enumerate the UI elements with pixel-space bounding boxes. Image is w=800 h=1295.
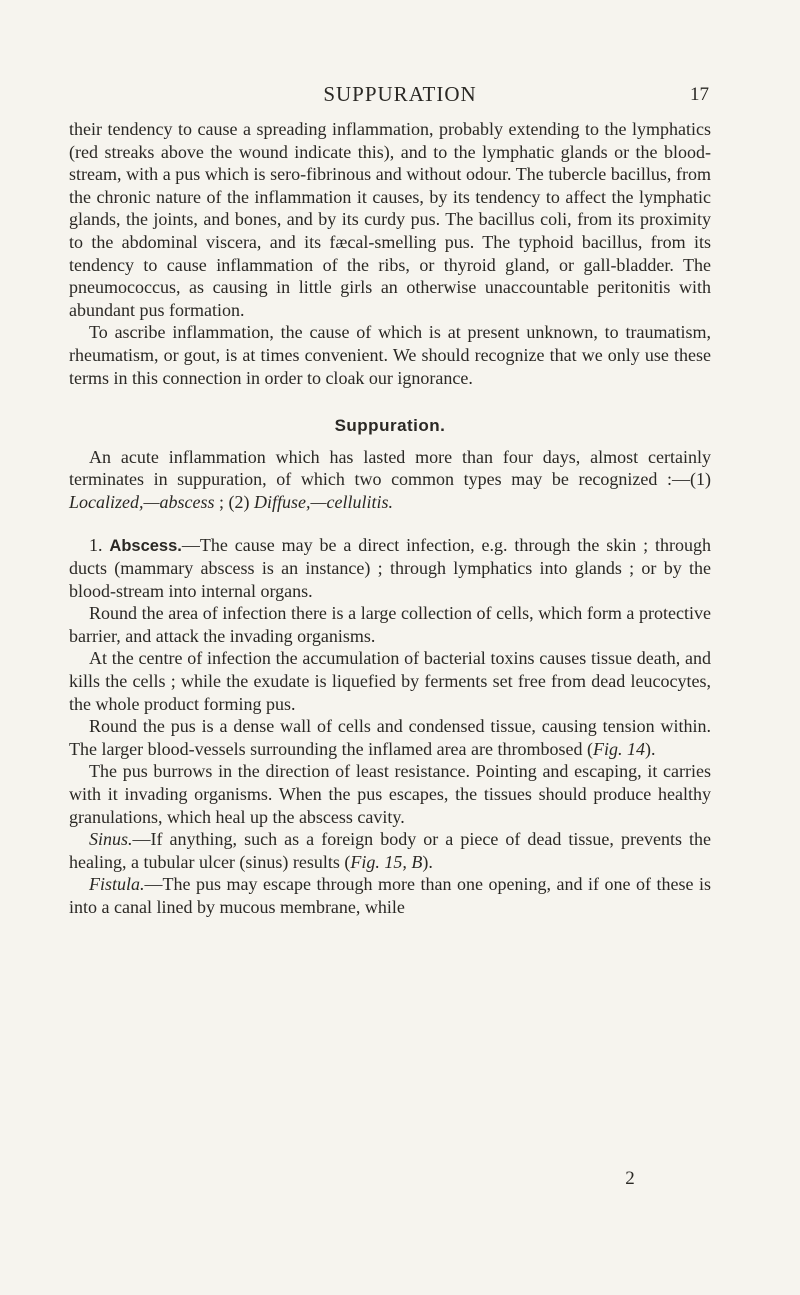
paragraph: their tendency to cause a spreading inflammation, probably extending to the lymphatics (red streaks above the wound indicate this), and to the lymphatic glands or the blood-stream, with a pus which is sero-fibrinous and without odour. The tubercle bacillus, from the chronic nature of the inflammation it causes, by its tendency to affect the lymphatic glands, the joints, and bones, and by its curdy pus. The bacillus coli, from its proximity to the abdominal viscera, and its fæcal-smelling pus. The typhoid bacillus, from its tendency to cause inflammation of the ribs, or thyroid gland, or gall-bladder. The pneumococcus, as causing in little girls an otherwise unaccountable peritonitis with abundant pus formation. xyxy=(69,119,711,320)
abscess-text: —The cause may be a direct infection, e.g. through the skin ; through ducts (mammary abscess is an instance) ; through lymphatics into glands ; or by the blood-stream into internal organs. xyxy=(69,534,712,601)
run-in-heading-abscess: Abscess. xyxy=(109,536,182,555)
term-diffuse: Diffuse,—cellulitis. xyxy=(254,491,393,512)
fistula-text: —The pus may escape through more than one opening, and if one of these is into a canal lined by mucous membrane, while xyxy=(69,874,711,917)
lead-text: An acute inflammation which has lasted more than four days, almost certainly terminates in suppuration, of which two common types may be recognized :—(1) xyxy=(69,446,711,490)
paragraph xyxy=(69,828,711,873)
sinus-text: —If anything, such as a foreign body or a piece of dead tissue, prevents the healing, a tubular ulcer (sinus) results ( xyxy=(69,829,711,872)
run-in-heading-fistula: Fistula. xyxy=(89,874,145,895)
paragraph xyxy=(69,715,711,760)
running-head xyxy=(0,82,800,112)
signature-mark: 2 xyxy=(625,1168,635,1189)
paragraph: To ascribe inflammation, the cause of which is at present unknown, to traumatism, rheumatism, or gout, is at times convenient. We should recognize that we only use these terms in this connection in order to cloak our ignorance. xyxy=(69,322,711,388)
term-localized: Localized,—abscess xyxy=(69,491,215,512)
spacer xyxy=(69,514,711,534)
paragraph: The pus burrows in the direction of least resistance. Pointing and escaping, it carries with it invading organisms. When the pus escapes, the tissues should produce healthy granulations, which heal up the abscess cavity. xyxy=(69,761,711,827)
paragraph xyxy=(69,873,711,918)
section-heading: Suppuration. xyxy=(334,416,446,436)
run-in-heading-sinus: Sinus. xyxy=(89,829,133,850)
body-text xyxy=(69,118,711,919)
paragraph-text: ). xyxy=(645,738,656,759)
paragraph: Round the area of infection there is a large collection of cells, which form a protective barrier, and attack the invading organisms. xyxy=(69,603,711,646)
figure-reference: Fig. 15, B xyxy=(350,851,423,872)
term-separator: ; (2) xyxy=(214,491,254,512)
paragraph xyxy=(69,446,711,514)
figure-reference: Fig. 14 xyxy=(593,738,645,759)
list-number: 1. xyxy=(89,534,110,555)
paragraph-text: Round the pus is a dense wall of cells and condensed tissue, causing tension within. The larger blood-vessels surrounding the inflamed area are thrombosed ( xyxy=(69,716,711,759)
paragraph xyxy=(69,534,711,603)
paragraph-text: ). xyxy=(422,851,433,872)
running-title: SUPPURATION xyxy=(323,82,477,106)
page-number: 17 xyxy=(690,84,709,105)
paragraph: At the centre of infection the accumulation of bacterial toxins causes tissue death, and kills the cells ; while the exudate is liquefied by ferments set free from dead leucocytes, the whole product forming pus. xyxy=(69,648,711,714)
